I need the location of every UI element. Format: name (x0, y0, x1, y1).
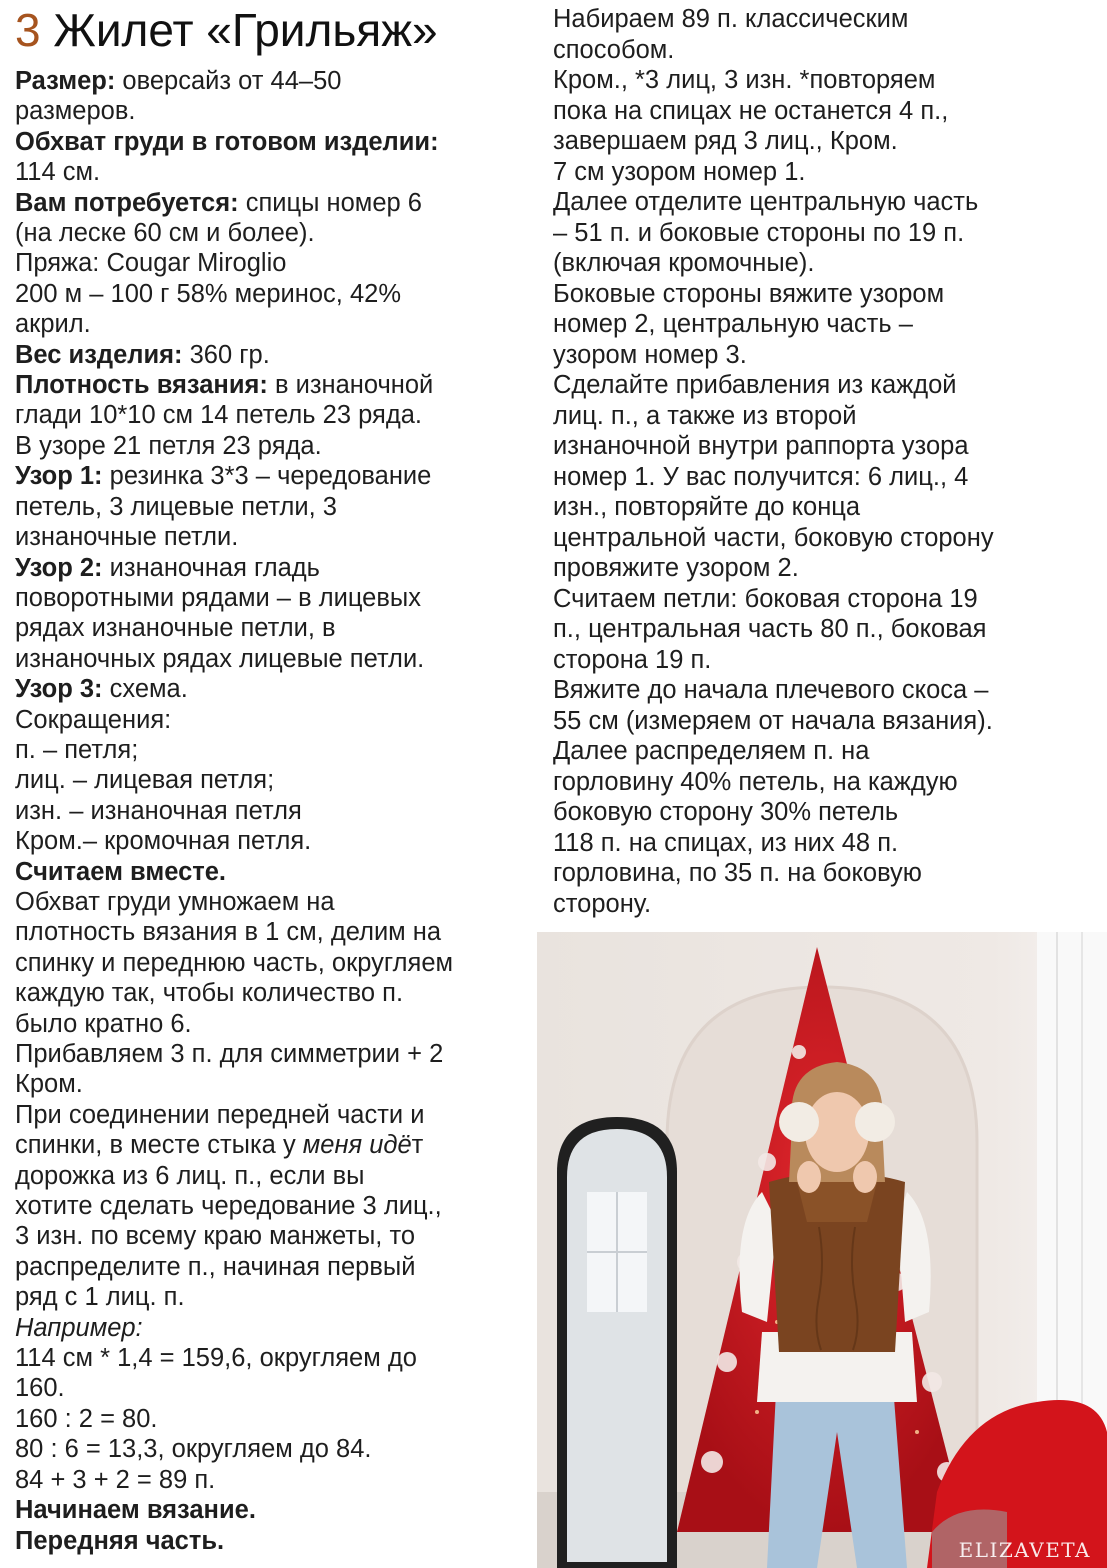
left-text-line (15, 157, 515, 187)
text-segment: лиц. – лицевая петля; (15, 766, 275, 795)
left-text-line (15, 96, 515, 126)
text-segment: было кратно 6. (15, 1009, 192, 1038)
right-text-line: 7 см узором номер 1. (553, 157, 806, 186)
left-text-line (15, 400, 515, 430)
left-text-line (15, 127, 515, 157)
text-segment: Вам потребуется: (15, 188, 239, 217)
right-text-line: сторону. (553, 889, 652, 918)
left-text-line (15, 188, 515, 218)
text-segment: распределите п., начиная первый (15, 1252, 416, 1281)
left-text-line (15, 1009, 515, 1039)
text-segment: 360 гр. (182, 340, 270, 369)
right-text-line: 118 п. на спицах, из них 48 п. (553, 828, 899, 857)
left-text-line (15, 1313, 515, 1343)
right-text-line: Боковые стороны вяжите узором (553, 279, 945, 308)
curtain (1037, 932, 1107, 1452)
right-text-line: горловину 40% петель, на каждую (553, 767, 958, 796)
right-text-line: Набираем 89 п. классическим (553, 5, 909, 33)
left-text-line (15, 948, 515, 978)
text-segment: т (411, 1131, 424, 1160)
right-text-line: горловина, по 35 п. на боковую (553, 859, 922, 887)
right-text-line: номер 1. У вас получится: 6 лиц., 4 (553, 462, 969, 491)
text-segment: изнаночных рядах лицевые петли. (15, 644, 425, 673)
left-text-line (15, 978, 515, 1008)
text-segment: спинки, в месте стыка у (15, 1131, 303, 1160)
page-title (15, 2, 555, 58)
right-text-line: лиц. п., а также из второй (553, 401, 857, 430)
text-segment: плотность вязания в 1 см, делим на (15, 918, 442, 947)
text-segment: 84 + 3 + 2 = 89 п. (15, 1465, 216, 1494)
text-segment: 114 см * 1,4 = 159,6, округляем до (15, 1344, 417, 1373)
text-segment: Пряжа: Cougar Miroglio (15, 249, 287, 278)
left-text-line (15, 1404, 515, 1434)
left-text-line (15, 1373, 515, 1403)
right-text-line: изнаночной внутри раппорта узора (553, 432, 969, 460)
text-segment: 80 : 6 = 13,3, округляем до 84. (15, 1435, 372, 1464)
text-segment: акрил. (15, 310, 91, 339)
text-segment: Передняя часть. (15, 1526, 225, 1555)
left-text-line (15, 248, 515, 278)
text-segment: Обхват груди умножаем на (15, 887, 335, 916)
text-segment: рядах изнаночные петли, в (15, 614, 336, 643)
left-text-line (15, 553, 515, 583)
left-text-line (15, 279, 515, 309)
text-segment: Узор 3: (15, 675, 103, 704)
left-text-line (15, 857, 515, 887)
text-segment: Плотность вязания: (15, 371, 268, 400)
left-text-line (15, 492, 515, 522)
text-segment: Обхват груди в готовом изделии: (15, 127, 439, 156)
text-segment: схема. (102, 675, 188, 704)
right-text-line: изн., повторяйте до конца (553, 493, 861, 521)
text-segment: Прибавляем 3 п. для симметрии + 2 (15, 1040, 444, 1068)
right-text-line: центральной части, боковую сторону (553, 523, 994, 552)
left-text-line (15, 1282, 515, 1312)
text-segment: оверсайз от 44–50 (115, 67, 342, 95)
text-segment: изн. – изнаночная петля (15, 796, 302, 825)
earmuffs (779, 1102, 819, 1142)
text-segment: петель, 3 лицевые петли, 3 (15, 492, 337, 521)
left-text-line (15, 644, 515, 674)
left-text-line (15, 1191, 515, 1221)
text-segment: хотите сделать чередование 3 лиц., (15, 1192, 442, 1221)
text-segment: Размер: (15, 67, 116, 95)
text-segment: изнаночная гладь (102, 553, 320, 582)
left-text-line (15, 917, 515, 947)
text-segment: п. – петля; (15, 735, 139, 764)
left-text-line (15, 522, 515, 552)
left-text-line (15, 370, 515, 400)
left-text-line (15, 1100, 515, 1130)
right-text-line: Считаем петли: боковая сторона 19 (553, 584, 978, 613)
left-text-line (15, 1343, 515, 1373)
pattern-name: Жилет «Грильяж» (53, 4, 438, 56)
text-segment: Сокращения: (15, 705, 172, 734)
text-segment: Узор 1: (15, 462, 103, 491)
left-text-line (15, 1069, 515, 1099)
text-segment: Кром. (15, 1070, 83, 1099)
right-text-line: – 51 п. и боковые стороны по 19 п. (553, 218, 965, 247)
text-segment: Вес изделия: (15, 340, 183, 369)
text-segment: 114 см. (15, 158, 101, 187)
text-segment: 200 м – 100 г 58% меринос, 42% (15, 279, 402, 308)
right-text-line: способом. (553, 35, 675, 64)
right-text-line: Далее отделите центральную часть (553, 188, 979, 216)
text-segment: поворотными рядами – в лицевых (15, 583, 421, 612)
left-text-line (15, 705, 515, 735)
text-segment: 160. (15, 1374, 65, 1403)
left-text-line (15, 1526, 515, 1556)
text-segment: размеров. (15, 97, 136, 126)
text-segment: дорожка из 6 лиц. п., если вы (15, 1161, 365, 1190)
right-text-line: узором номер 3. (553, 340, 747, 369)
left-text-line (15, 66, 515, 96)
right-text-line: сторона 19 п. (553, 645, 712, 674)
text-segment: При соединении передней части и (15, 1100, 425, 1129)
left-text-line (15, 887, 515, 917)
left-column-text (15, 66, 515, 1556)
text-segment: Начинаем вязание. (15, 1496, 256, 1525)
text-segment: глади 10*10 см 14 петель 23 ряда. (15, 401, 422, 430)
left-text-line (15, 826, 515, 856)
left-text-line (15, 431, 515, 461)
right-text-line: (включая кромочные). (553, 249, 815, 277)
left-text-line (15, 796, 515, 826)
model-photo (537, 932, 1107, 1568)
right-text-line: завершаем ряд 3 лиц., Кром. (553, 127, 898, 155)
text-segment: Узор 2: (15, 553, 103, 582)
left-text-line (15, 674, 515, 704)
right-text-line: Кром., *3 лиц, 3 изн. *повторяем (553, 66, 936, 94)
left-text-line (15, 309, 515, 339)
text-segment: 160 : 2 = 80. (15, 1404, 158, 1433)
left-text-line (15, 1221, 515, 1251)
text-segment: изнаночные петли. (15, 523, 239, 552)
text-segment: Например: (15, 1313, 143, 1342)
left-text-line (15, 340, 515, 370)
right-text-line: Далее распределяем п. на (553, 737, 870, 765)
text-segment: ряд с 1 лиц. п. (15, 1283, 185, 1312)
text-segment: Кром.– кромочная петля. (15, 827, 312, 856)
pattern-number: 3 (15, 4, 41, 56)
left-text-line (15, 735, 515, 765)
right-text-line: п., центральная часть 80 п., боковая (553, 615, 987, 643)
text-segment: В узоре 21 петля 23 ряда. (15, 431, 322, 460)
left-text-line (15, 1161, 515, 1191)
right-text-line: Вяжите до начала плечевого скоса – (553, 676, 989, 704)
text-segment: в изнаночной (267, 371, 434, 400)
left-text-line (15, 613, 515, 643)
right-text-line: 55 см (измеряем от начала вязания). (553, 706, 993, 735)
right-text-line: боковую сторону 30% петель (553, 798, 899, 826)
text-segment: спинку и переднюю часть, округляем (15, 948, 454, 977)
text-segment: Считаем вместе. (15, 857, 227, 886)
right-text-line: провяжите узором 2. (553, 554, 799, 582)
right-text-line: номер 2, центральную часть – (553, 310, 913, 338)
text-segment: (на леске 60 см и более). (15, 219, 315, 248)
left-text-line (15, 1465, 515, 1495)
right-text-line: Сделайте прибавления из каждой (553, 371, 957, 399)
photo-watermark: ELIZAVETA (958, 1538, 1091, 1562)
text-segment: 3 изн. по всему краю манжеты, то (15, 1222, 416, 1251)
photo-illustration (537, 932, 1107, 1568)
text-segment: резинка 3*3 – чередование (102, 462, 432, 491)
left-text-line (15, 461, 515, 491)
right-text-line: пока на спицах не останется 4 п., (553, 96, 949, 125)
left-text-line (15, 1495, 515, 1525)
left-text-line (15, 1252, 515, 1282)
text-segment: меня идё (302, 1131, 412, 1160)
left-text-line (15, 1039, 515, 1069)
text-segment: каждую так, чтобы количество п. (15, 979, 404, 1008)
left-text-line (15, 765, 515, 795)
left-text-line (15, 218, 515, 248)
left-text-line (15, 1130, 515, 1160)
left-text-line (15, 1434, 515, 1464)
left-text-line (15, 583, 515, 613)
text-segment: спицы номер 6 (238, 188, 422, 217)
right-column-text (553, 4, 1098, 919)
